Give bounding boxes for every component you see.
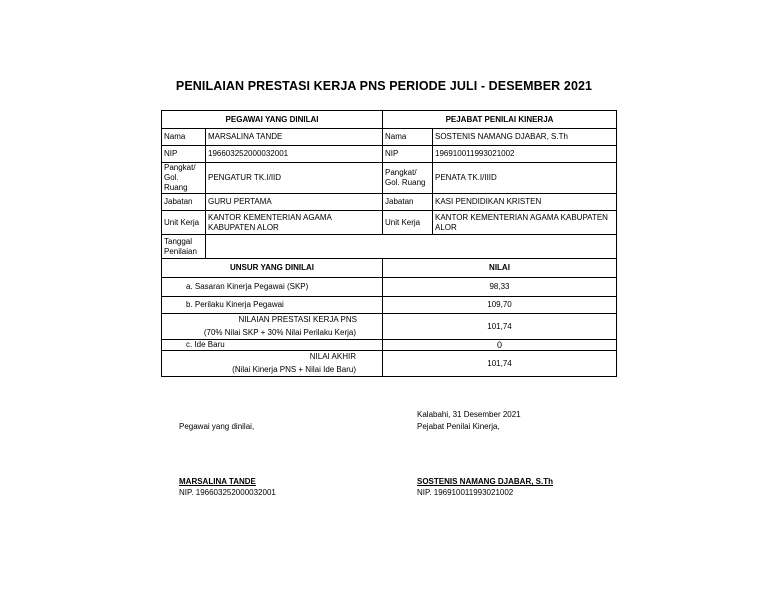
pejabat-nip: 196910011993021002 xyxy=(433,146,617,163)
nip-label: NIP xyxy=(383,146,433,163)
nama-label: Nama xyxy=(383,129,433,146)
jabatan-label: Jabatan xyxy=(162,194,206,211)
pangkat-label-line1: Pangkat/ xyxy=(385,168,417,177)
nilai-header: NILAI xyxy=(383,259,617,278)
pegawai-header: PEGAWAI YANG DINILAI xyxy=(162,111,383,129)
pangkat-label-line2: Gol. Ruang xyxy=(385,178,426,187)
table-row xyxy=(162,211,617,235)
table-row xyxy=(162,297,617,314)
table-row xyxy=(162,340,617,351)
prestasi-kerja-label-line2: (70% Nilai SKP + 30% Nilai Perilaku Kerja) xyxy=(203,328,356,337)
pangkat-label xyxy=(162,163,206,194)
ide-baru-value: 0 xyxy=(383,340,617,351)
pangkat-label-line2: Gol. Ruang xyxy=(164,173,188,192)
pegawai-pangkat: PENGATUR TK.I/IID xyxy=(206,163,383,194)
assessment-table xyxy=(161,110,617,377)
pangkat-label xyxy=(383,163,433,194)
pangkat-label-line1: Pangkat/ xyxy=(164,163,196,172)
nip-label: NIP xyxy=(162,146,206,163)
table-row xyxy=(162,146,617,163)
prestasi-kerja-value: 101,74 xyxy=(383,314,617,340)
prestasi-kerja-label xyxy=(162,314,383,340)
pejabat-jabatan: KASI PENDIDIKAN KRISTEN xyxy=(433,194,617,211)
left-signer-role: Pegawai yang dinilai, xyxy=(179,422,255,431)
table-row xyxy=(162,163,617,194)
left-signer-name: MARSALINA TANDE xyxy=(179,477,256,486)
tanggal-value xyxy=(206,235,617,259)
pejabat-header: PEJABAT PENILAI KINERJA xyxy=(383,111,617,129)
right-signature-block xyxy=(417,476,553,498)
nilai-akhir-label-line2: (Nilai Kinerja PNS + Nilai Ide Baru) xyxy=(232,365,356,374)
place-date: Kalabahi, 31 Desember 2021 xyxy=(417,410,521,419)
unsur-header: UNSUR YANG DINILAI xyxy=(162,259,383,278)
nama-label: Nama xyxy=(162,129,206,146)
table-header-row xyxy=(162,259,617,278)
perilaku-label: b. Perilaku Kinerja Pegawai xyxy=(162,297,383,314)
right-signer-name: SOSTENIS NAMANG DJABAR, S.Th xyxy=(417,477,554,486)
table-header-row xyxy=(162,111,617,129)
tanggal-label-line2: Penilaian xyxy=(164,246,197,256)
ide-baru-label: c. Ide Baru xyxy=(162,340,383,351)
table-row xyxy=(162,351,617,377)
unit-kerja-label: Unit Kerja xyxy=(383,211,433,235)
table-row xyxy=(162,194,617,211)
perilaku-value: 109,70 xyxy=(383,297,617,314)
table-row xyxy=(162,314,617,340)
nilai-akhir-value: 101,74 xyxy=(383,351,617,377)
left-signer-nip: NIP. 196603252000032001 xyxy=(179,488,276,497)
table-row xyxy=(162,129,617,146)
pejabat-unit-kerja: KANTOR KEMENTERIAN AGAMA KABUPATEN ALOR xyxy=(433,211,617,235)
pegawai-jabatan: GURU PERTAMA xyxy=(206,194,383,211)
left-signature-block xyxy=(179,476,276,498)
pejabat-nama: SOSTENIS NAMANG DJABAR, S.Th xyxy=(433,129,617,146)
prestasi-kerja-label-line1: NILAIAN PRESTASI KERJA PNS xyxy=(238,315,357,324)
pegawai-nip: 196603252000032001 xyxy=(206,146,383,163)
pejabat-pangkat: PENATA TK.I/IIID xyxy=(433,163,617,194)
skp-value: 98,33 xyxy=(383,278,617,297)
pegawai-unit-kerja: KANTOR KEMENTERIAN AGAMA KABUPATEN ALOR xyxy=(206,211,383,235)
tanggal-label-line1: Tanggal xyxy=(164,236,193,246)
nilai-akhir-label-line1: NILAI AKHIR xyxy=(309,352,356,361)
tanggal-label xyxy=(162,235,206,259)
jabatan-label: Jabatan xyxy=(383,194,433,211)
document-title: PENILAIAN PRESTASI KERJA PNS PERIODE JULI - DESEMBER 2021 xyxy=(175,79,593,93)
nilai-akhir-label xyxy=(162,351,383,377)
table-row xyxy=(162,235,617,259)
right-signer-nip: NIP. 196910011993021002 xyxy=(417,488,514,497)
unit-kerja-label: Unit Kerja xyxy=(162,211,206,235)
table-row xyxy=(162,278,617,297)
skp-label: a. Sasaran Kinerja Pegawai (SKP) xyxy=(162,278,383,297)
right-signer-role: Pejabat Penilai Kinerja, xyxy=(417,422,500,431)
pegawai-nama: MARSALINA TANDE xyxy=(206,129,383,146)
